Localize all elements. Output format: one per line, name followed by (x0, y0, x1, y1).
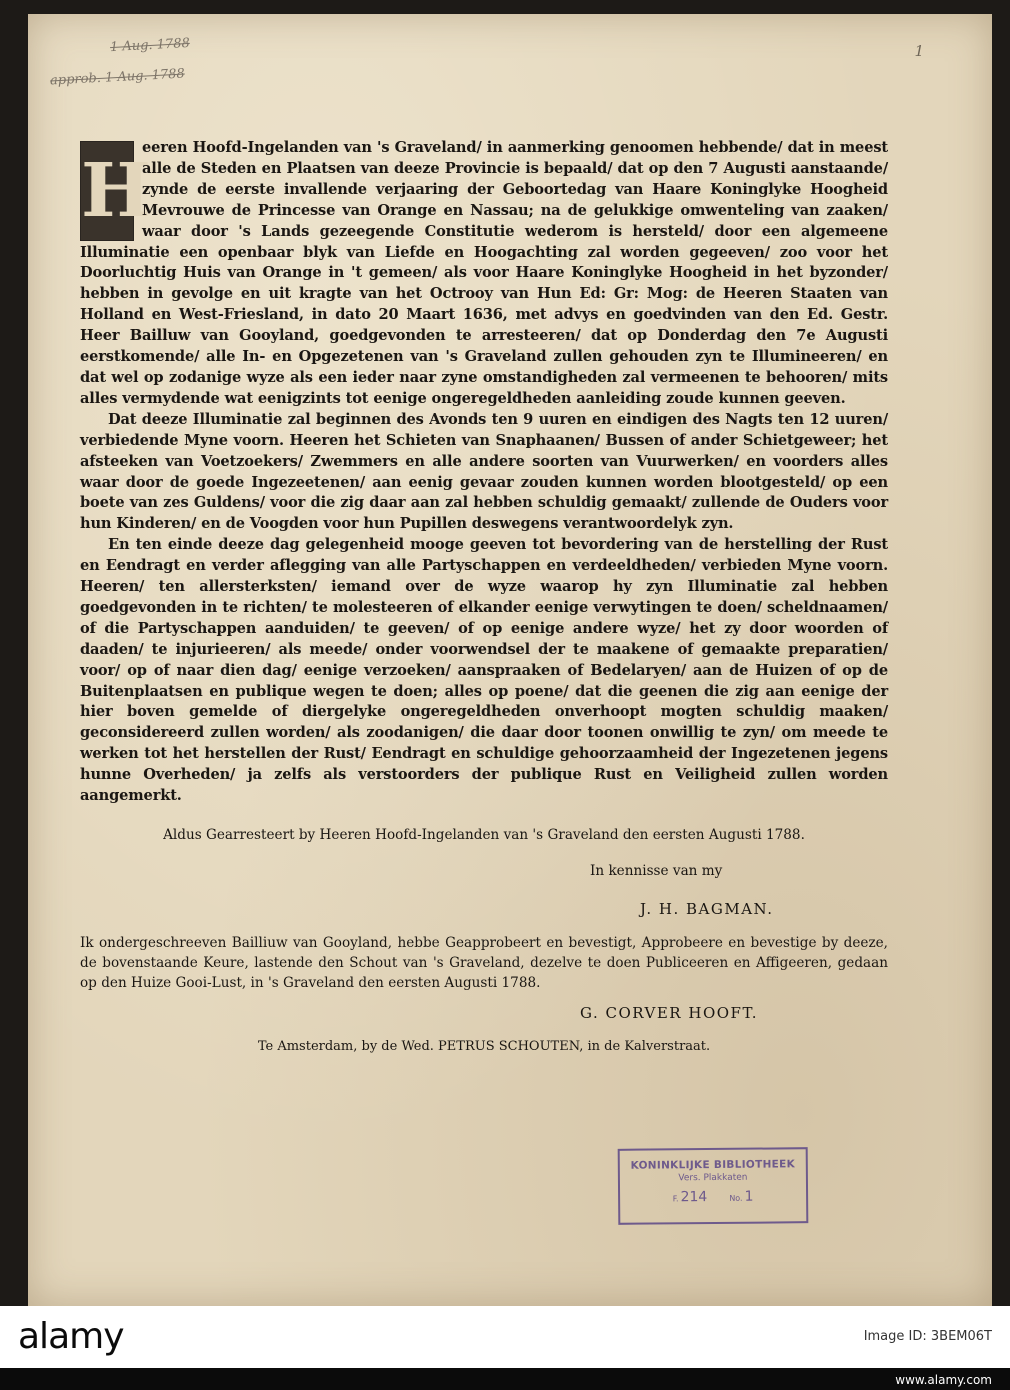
decorated-initial: H (80, 141, 134, 241)
stamp-f-field: F. 214 (672, 1189, 708, 1206)
handwritten-date-note: 1 Aug. 1788 (109, 35, 191, 56)
stamp-numbers (620, 1188, 806, 1206)
paragraph-1: eeren Hoofd-Ingelanden van 's Graveland/ in aanmerking genoomen hebbende/ dat in meest alle de Steden en Plaatsen van deeze Provincie is bepaald/ dat op den 7 Augusti aanstaande/ zynde de eerste invallende verjaaring der Geboortedag van Haare Koninglyke Hoogheid Mevrouwe de Princesse van Orange en Nassau; na de gelukkige omwenteling van zaaken/ waar door 's Lands gezeegende Constitutie wederom is hersteld/ door een algemeene Illuminatie een openbaar blyk van Liefde en Hoogachting zal worden gegeeven/ zoo voor het Doorluchtig Huis van Orange in 't gemeen/ als voor Haare Koninglyke Hoogheid in het byzonder/ hebben in gevolge en uit kragte van het Octrooy van Hun Ed: Gr: Mog: de Heeren Staaten van Holland en West-Friesland, in dato 20 Maart 1636, met advys en goedvinden van den Ed. Gestr. Heer Bailluw van Gooyland, goedgevonden te arresteeren/ dat op Donderdag den 7e Augusti eerstkomende/ alle In- en Opgezetenen van 's Graveland zullen gehouden zyn te Illumineeren/ en dat wel op zodanige wyze als een ieder naar zyne omstandigheden zal vermeenen te behooren/ mits alles vermydende wat eenigzints tot eenige ongeregeldheden aanleiding zoude kunnen geeven. (80, 139, 888, 407)
watermark-footer (0, 1306, 1010, 1390)
printer-imprint: Te Amsterdam, by de Wed. PETRUS SCHOUTEN, in de Kalverstraat. (257, 1039, 711, 1054)
paragraph-2: Dat deeze Illuminatie zal beginnen des Avonds ten 9 uuren en eindigen des Nagts ten 12 uuren/ verbiedende Myne voorn. Heeren het Schieten van Snaphaanen/ Bussen of ander Schietgeweer; het afsteeken van Voetzoekers/ Zwemmers en alle andere soorten van Vuurwerken/ en voorders alles waar door de goede Ingezeetenen/ aan eenig gevaar zouden kunnen worden blootgesteld/ op een boete van zes Guldens/ voor die zig daar aan zal hebben schuldig gemaakt/ zullende de Ouders voor hun Kinderen/ en de Voogden voor hun Pupillen deswegens verantwoordelyk zyn. (80, 410, 888, 533)
stamp-collection: Vers. Plakkaten (678, 1172, 748, 1184)
paragraph-3: En ten einde deeze dag gelegenheid mooge geeven tot bevordering van de herstelling der Rust en Eendragt en verder aflegging van alle Partyschappen en verdeeldheden/ verbieden Myne voorn. Heeren/ ten allersterksten/ iemand over de wyze waarop hy zyn Illuminatie zal hebben goedgevonden in te richten/ te molesteeren of elkander eenige verwytingen te doen/ scheldnaamen/ of die Partyschappen aanduiden/ te geeven/ of op eenige andere wyze/ het zy door woorden of daaden/ te injurieeren/ als meede/ onder voorwendsel der te maakene of gemaakte preparatien/ voor/ op of naar dien dag/ eenige verzoeken/ aanspraaken of Bedelaryen/ aan de Huizen of op de Buitenplaatsen en publique wegen te doen; alles op poene/ dat die geenen die zig aan eenige der hier boven gemelde of diergelyke ongeregeldheden onverhoopt mogten schuldig maaken/ geconsidereerd zullen worden/ als zoodanigen/ die daar door toonen onwillig te zyn/ om meede te werken tot het herstellen der Rust/ Eendragt en schuldige gehoorzaamheid der Ingezetenen jegens hunne Overheden/ ja zelfs als verstoorders der publique Rust en Veiligheid zullen worden aangemerkt. (80, 536, 888, 805)
signature-bagman: J. H. BAGMAN. (640, 900, 774, 918)
watermark-url: www.alamy.com (895, 1373, 992, 1387)
proclamation-text (80, 138, 888, 1057)
signature-corver-hooft: G. CORVER HOOFT. (580, 1004, 759, 1022)
approbation-paragraph: Ik ondergeschreeven Bailliuw van Gooyland, hebbe Geapprobeert en bevestigt, Approbeere en bevestige by deeze, de bovenstaande Keure, lastende den Schout van 's Graveland, dezelve te doen Publiceeren en Affigeeren, gedaan op den Huize Gooi-Lust, in 's Graveland den eersten Augusti 1788. (80, 935, 888, 991)
witness-line: In kennisse van my (590, 863, 723, 879)
library-stamp (618, 1147, 809, 1225)
handwritten-approbation-note: approb. 1 Aug. 1788 (49, 66, 186, 89)
watermark-top-row (0, 1314, 1010, 1358)
watermark-bar (0, 1368, 1010, 1390)
stamp-no-field: No. 1 (729, 1188, 754, 1205)
alamy-logo: alamy (18, 1315, 124, 1357)
stamp-library-name: KONINKLIJKE BIBLIOTHEEK (630, 1158, 796, 1172)
image-id: Image ID: 3BEM06T (863, 1328, 992, 1344)
arrest-line: Aldus Gearresteert by Heeren Hoofd-Ingelanden van 's Graveland den eersten Augusti 1788. (163, 827, 805, 843)
folio-number: 1 (914, 42, 924, 60)
